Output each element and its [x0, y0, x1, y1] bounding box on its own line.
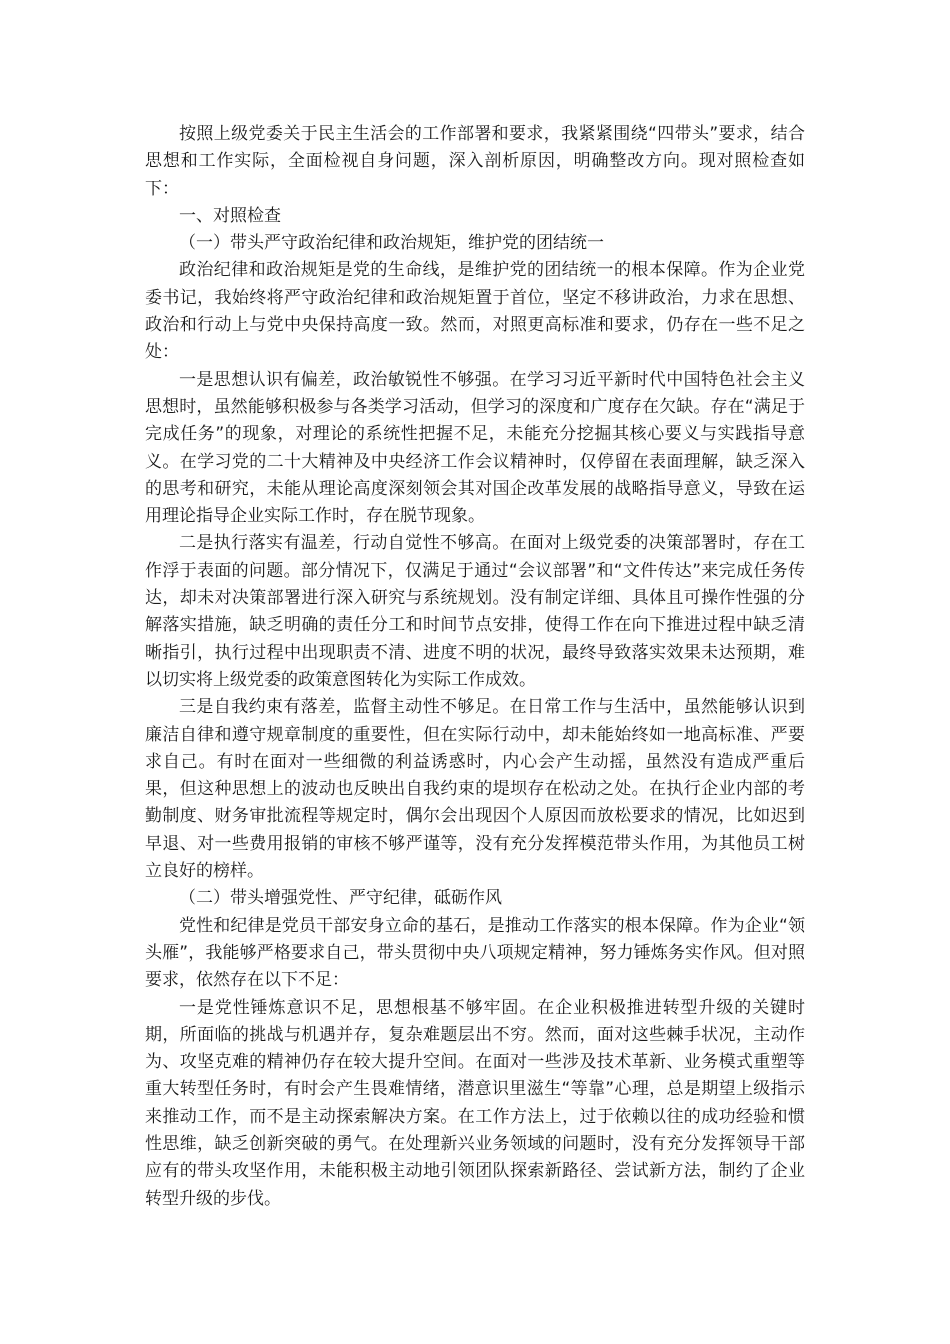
intro-paragraph: 按照上级党委关于民主生活会的工作部署和要求，我紧紧围绕“四带头”要求，结合思想和工作实际，全面检视自身问题，深入剖析原因，明确整改方向。现对照检查如下： [145, 124, 805, 199]
subsection-heading-1: （一）带头严守政治纪律和政治规矩，维护党的团结统一 [179, 233, 604, 254]
body-paragraph: 一是党性锤炼意识不足，思想根基不够牢固。在企业积极推进转型升级的关键时期，所面临的挑战与机遇并存，复杂难题层出不穷。然而，面对这些棘手状况，主动作为、攻坚克难的精神仍存在较大提升空间。在面对一些涉及技术革新、业务模式重塑等重大转型任务时，有时会产生畏难情绪，潜意识里滋生“等靠”心理，总是期望上级指示来推动工作，而不是主动探索解决方案。在工作方法上，过于依赖以往的成功经验和惯性思维，缺乏创新突破的勇气。在处理新兴业务领域的问题时，没有充分发挥领导干部应有的带头攻坚作用，未能积极主动地引领团队探索新路径、尝试新方法，制约了企业转型升级的步伐。 [145, 997, 805, 1209]
body-paragraph: 党性和纪律是党员干部安身立命的基石，是推动工作落实的根本保障。作为企业“领头雁”，我能够严格要求自己，带头贯彻中央八项规定精神，努力锤炼务实作风。但对照要求，依然存在以下不足： [145, 915, 805, 991]
body-paragraph: 一是思想认识有偏差，政治敏锐性不够强。在学习习近平新时代中国特色社会主义思想时，虽然能够积极参与各类学习活动，但学习的深度和广度存在欠缺。存在“满足于完成任务”的现象，对理论的系统性把握不足，未能充分挖掘其核心要义与实践指导意义。在学习党的二十大精神及中央经济工作会议精神时，仅停留在表面理解，缺乏深入的思考和研究，未能从理论高度深刻领会其对国企改革发展的战略指导意义，导致在运用理论指导企业实际工作时，存在脱节现象。 [145, 369, 805, 527]
document-body [145, 121, 805, 1213]
body-paragraph: 二是执行落实有温差，行动自觉性不够高。在面对上级党委的决策部署时，存在工作浮于表面的问题。部分情况下，仅满足于通过“会议部署”和“文件传达”来完成任务传达，却未对决策部署进行深入研究与系统规划。没有制定详细、具体且可操作性强的分解落实措施，缺乏明确的责任分工和时间节点安排，使得工作在向下推进过程中缺乏清晰指引，执行过程中出现职责不清、进度不明的状况，最终导致落实效果未达预期，难以切实将上级党委的政策意图转化为实际工作成效。 [145, 533, 805, 690]
body-paragraph: 政治纪律和政治规矩是党的生命线，是维护党的团结统一的根本保障。作为企业党委书记，我始终将严守政治纪律和政治规矩置于首位，坚定不移讲政治，力求在思想、政治和行动上与党中央保持高度一致。然而，对照更高标准和要求，仍存在一些不足之处： [145, 260, 805, 363]
body-paragraph: 三是自我约束有落差，监督主动性不够足。在日常工作与生活中，虽然能够认识到廉洁自律和遵守规章制度的重要性，但在实际行动中，却未能始终如一地高标准、严要求自己。有时在面对一些细微的利益诱惑时，内心会产生动摇，虽然没有造成严重后果，但这种思想上的波动也反映出自我约束的堤坝存在松动之处。在执行企业内部的考勤制度、财务审批流程等规定时，偶尔会出现因个人原因而放松要求的情况，比如迟到早退、对一些费用报销的审核不够严谨等，没有充分发挥模范带头作用，为其他员工树立良好的榜样。 [145, 697, 805, 882]
section-heading-1: 一、对照检查 [179, 205, 281, 226]
subsection-heading-2: （二）带头增强党性、严守纪律，砥砺作风 [179, 888, 502, 909]
